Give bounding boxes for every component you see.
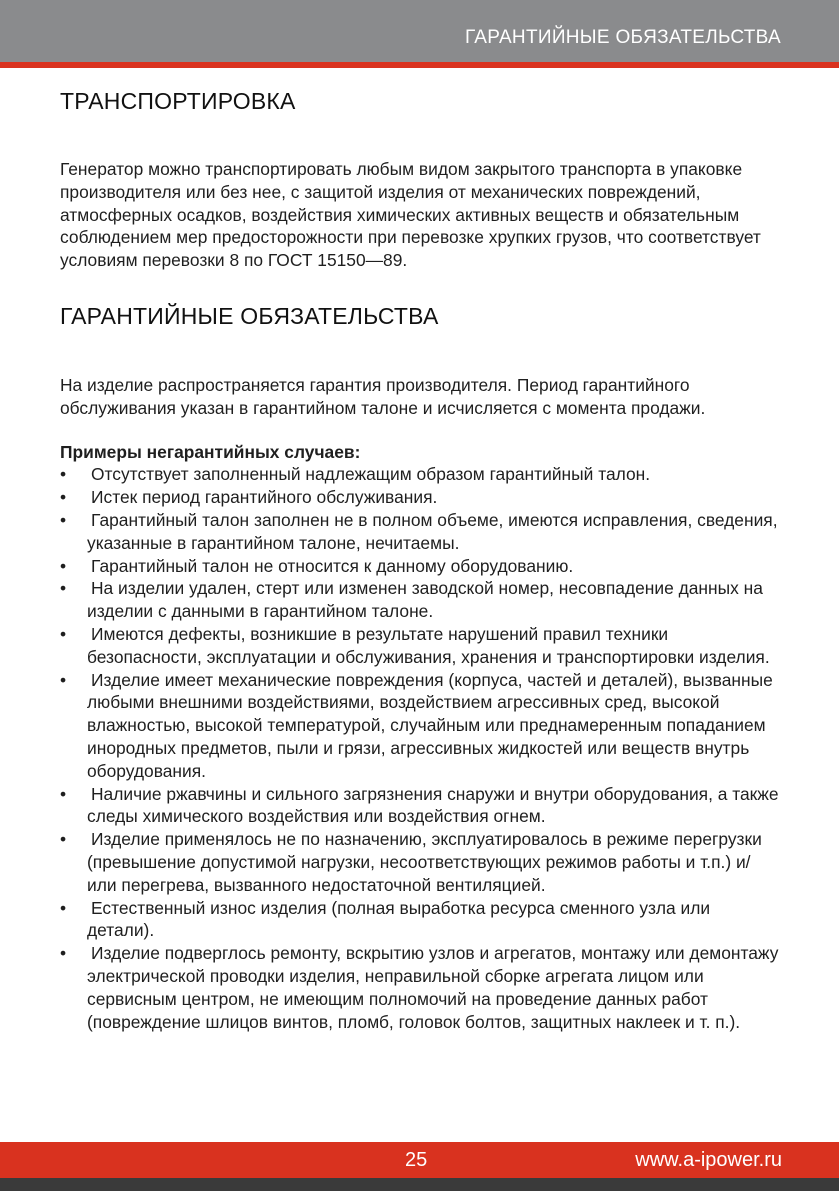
list-item <box>60 577 780 623</box>
list-item-text: Отсутствует заполненный надлежащим образом гарантийный талон. <box>91 464 651 485</box>
list-item-text: На изделии удален, стерт или изменен заводской номер, несовпадение данных на изделии с данными в гарантийном талоне. <box>87 578 763 622</box>
bullet-icon: • <box>60 829 67 850</box>
list-item <box>60 486 780 509</box>
list-item-text: Изделие подверглось ремонту, вскрытию узлов и агрегатов, монтажу или демонтажу электрической проводки изделия, неправильной сборке агрегата лицом или сервисным центром, не имеющим полномочий на проведение данных работ (повреждение шлицов винтов, пломб, головок болтов, защитных наклеек и т. п.). <box>87 943 779 1032</box>
list-item-text: Изделие применялось не по назначению, эксплуатировалось в режиме перегрузки (превышение допустимой нагрузки, несоответствующих режимов работы и т.п.) и/или перегрева, вызванного недостаточной вентиляцией. <box>87 829 762 895</box>
warranty-heading: ГАРАНТИЙНЫЕ ОБЯЗАТЕЛЬСТВА <box>60 302 439 329</box>
header-section-title: ГАРАНТИЙНЫЕ ОБЯЗАТЕЛЬСТВА <box>464 27 781 48</box>
bullet-icon: • <box>60 555 67 576</box>
list-item <box>60 555 780 578</box>
list-item <box>60 463 780 486</box>
list-item-text: Истек период гарантийного обслуживания. <box>91 487 438 508</box>
list-item-text: Естественный износ изделия (полная выработка ресурса сменного узла или детали). <box>87 897 711 941</box>
list-item <box>60 623 780 669</box>
bullet-icon: • <box>60 943 67 964</box>
list-item <box>60 783 780 829</box>
website-url: www.a-ipower.ru <box>635 1149 782 1171</box>
list-item-text: Имеются дефекты, возникшие в результате нарушений правил техники безопасности, эксплуатации и обслуживания, хранения и транспортировки изделия. <box>87 623 770 667</box>
header-accent-line <box>0 62 839 68</box>
examples-title: Примеры негарантийных случаев: <box>60 441 361 462</box>
list-item <box>60 897 780 943</box>
bullet-icon: • <box>60 783 67 804</box>
list-item <box>60 828 780 896</box>
bullet-icon: • <box>60 897 67 918</box>
list-item <box>60 942 780 1033</box>
page-header-bar <box>0 0 839 62</box>
list-item-text: Изделие имеет механические повреждения (корпуса, частей и деталей), вызванные любыми внешними воздействиями, воздействием агрессивных сред, высокой влажностью, высокой температурой, случайным или преднамеренным попаданием инородных предметов, пыли и грязи, агрессивных жидкостей или веществ внутрь оборудования. <box>87 669 773 781</box>
list-item-text: Гарантийный талон не относится к данному оборудованию. <box>91 555 574 576</box>
list-item <box>60 509 780 555</box>
bullet-icon: • <box>60 623 67 644</box>
bullet-icon: • <box>60 487 67 508</box>
page-number: 25 <box>405 1149 428 1171</box>
bullet-icon: • <box>60 578 67 599</box>
list-item-text: Гарантийный талон заполнен не в полном объеме, имеются исправления, сведения, указанные в гарантийном талоне, нечитаемы. <box>87 509 778 553</box>
list-item-text: Наличие ржавчины и сильного загрязнения снаружи и внутри оборудования, а также следы химического воздействия или воздействия огнем. <box>87 783 779 827</box>
non-warranty-list <box>60 463 780 1033</box>
page-content <box>60 88 780 1033</box>
transport-paragraph: Генератор можно транспортировать любым видом закрытого транспорта в упаковке производителя или без нее, с защитой изделия от механических повреждений, атмосферных осадков, воздействия химических активных веществ и обязательным соблюдением мер предосторожности при перевозке хрупких грузов, что соответствует условиям перевозки 8 по ГОСТ 15150—89. <box>60 159 761 271</box>
bullet-icon: • <box>60 509 67 530</box>
bullet-icon: • <box>60 669 67 690</box>
warranty-paragraph: На изделие распространяется гарантия производителя. Период гарантийного обслуживания указан в гарантийном талоне и исчисляется с момента продажи. <box>60 374 706 418</box>
bullet-icon: • <box>60 464 67 485</box>
transport-heading: ТРАНСПОРТИРОВКА <box>60 88 296 114</box>
footer-dark-bar <box>0 1178 839 1191</box>
list-item <box>60 669 780 783</box>
